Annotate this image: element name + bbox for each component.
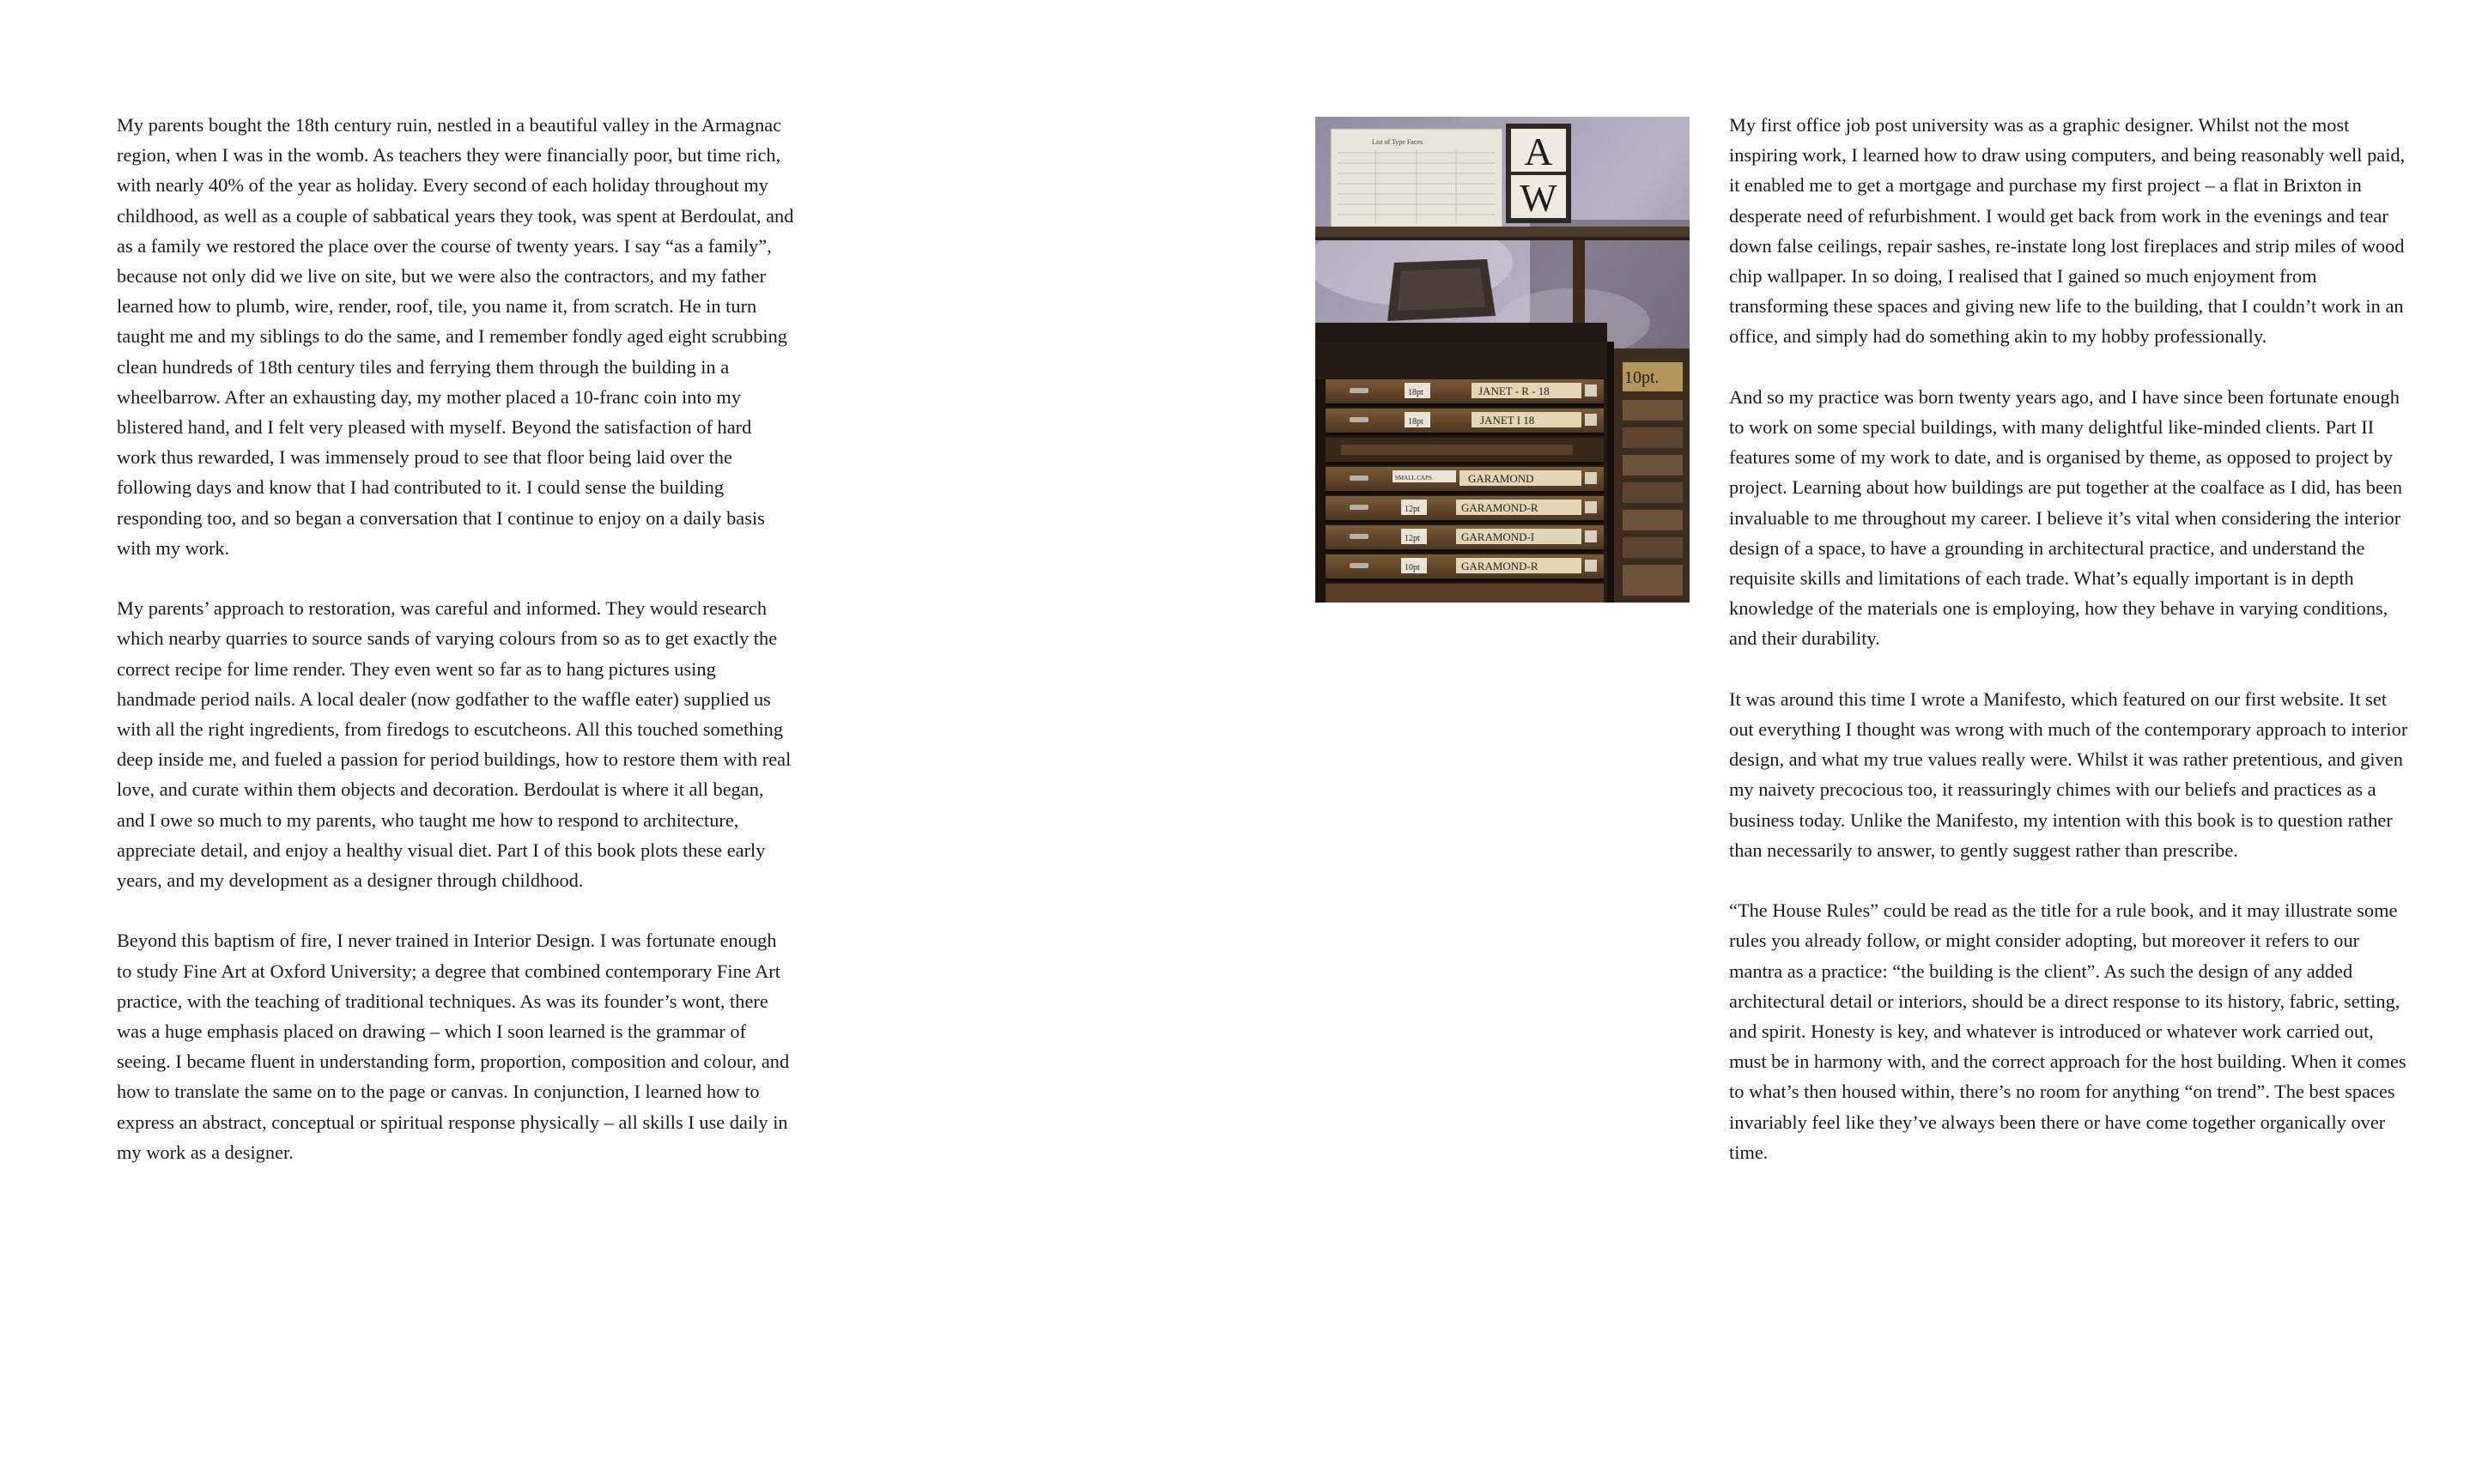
drawer-0-size: 18pt	[1408, 388, 1423, 397]
sheet-heading: List of Type Faces	[1372, 138, 1423, 146]
type-case-photograph	[1315, 117, 1690, 603]
drawer-5-name: GARAMOND-I	[1461, 530, 1535, 543]
paragraph: My first office job post university was as a graphic designer. Whilst not the most inspiring work, I learned how to draw using computers, and being reasonably well paid, it enabled me to get a mortgage and purchase my first project – a flat in Brixton in desperate need of refurbishment. I would get back from work in the evenings and tear down false ceilings, repair sashes, re-instate long lost fireplaces and strip miles of wood chip wallpaper. In so doing, I realised that I gained so much enjoyment from transforming these spaces and giving new life to the building, that I couldn’t work in an office, and simply had do something akin to my hobby professionally.	[1729, 114, 2406, 348]
drawer-4-name: GARAMOND-R	[1461, 501, 1538, 514]
right-text-column	[1729, 110, 2416, 1197]
drawer-3-name: GARAMOND	[1468, 472, 1534, 485]
paragraph: My parents’ approach to restoration, was careful and informed. They would research which nearby quarries to source sands of varying colours from so as to get exactly the correct recipe for lime render. They even went so far as to hang pictures using handmade period nails. A local dealer (now godfather to the waffle eater) supplied us with all the right ingredients, from firedogs to escutcheons. All this touched something deep inside me, and fueled a passion for period buildings, how to restore them with real love, and curate within them objects and decoration. Berdoulat is where it all began, and I owe so much to my parents, who taught me how to respond to architecture, appreciate detail, and enjoy a healthy visual diet. Part I of this book plots these early years, and my development as a designer through childhood.	[117, 597, 792, 892]
wall-shelf	[1315, 227, 1690, 237]
drawer-1-name: JANET I 18	[1480, 414, 1535, 427]
drawer-3-size: SMALL CAPS	[1395, 475, 1432, 482]
drawer-2	[1315, 438, 1604, 465]
drawer-4-size: 12pt	[1405, 505, 1420, 514]
drawer-6-name: GARAMOND-R	[1461, 560, 1538, 572]
drawer-6-size: 10pt	[1405, 563, 1420, 572]
photo-illustration	[1315, 117, 1690, 603]
paragraph: Beyond this baptism of fire, I never trained in Interior Design. I was fortunate enough to study Fine Art at Oxford University; a degree that combined contemporary Fine Art practice, with the teaching of traditional techniques. As was its founder’s wont, there was a huge emphasis placed on drawing – which I soon learned is the grammar of seeing. I became fluent in understanding form, proportion, composition and colour, and how to translate the same on to the page or canvas. In conjunction, I learned how to express an abstract, conceptual or spiritual response physically – all skills I use daily in my work as a designer.	[117, 930, 790, 1163]
cabinet-top	[1315, 323, 1607, 342]
side-label: 10pt.	[1624, 368, 1660, 387]
paragraph: My parents bought the 18th century ruin, nestled in a beautiful valley in the Armagnac region, when I was in the womb. As teachers they were financially poor, but time rich, with nearly 40% of the year as holiday. Every second of each holiday throughout my childhood, as well as a couple of sabbatical years they took, was spent at Berdoulat, and as a family we restored the place over the course of twenty years. I say “as a family”, because not only did we live on site, but we were also the contractors, and my father learned how to plumb, wire, render, roof, tile, you name it, from scratch. He in turn taught me and my siblings to do the same, and I remember fondly aged eight scrubbing clean hundreds of 18th century tiles and ferrying them through the building in a wheelbarrow. After an exhausting day, my mother placed a 10-franc coin into my blistered hand, and I felt very pleased with myself. Beyond the satisfaction of hard work thus rewarded, I was immensely proud to see that floor being laid over the following days and know that I had contributed to it. I could sense the building responding too, and so began a conversation that I continue to enjoy on a daily basis with my work.	[117, 114, 794, 559]
drawer-1-size: 18pt	[1408, 417, 1423, 427]
paragraph: And so my practice was born twenty years ago, and I have since been fortunate enough to work on some special buildings, with many delightful like-minded clients. Part II features some of my work to date, and is organised by theme, as opposed to project by project. Learning about how buildings are put together at the coalface as I did, has been invaluable to me throughout my career. I believe it’s vital when considering the interior design of a space, to have a grounding in architectural practice, and understand the requisite skills and limitations of each trade. What’s equally important is in depth knowledge of the materials one is employing, how they behave in varying conditions, and their durability.	[1729, 385, 2403, 650]
left-text-column	[117, 110, 795, 1197]
drawer-5-size: 12pt	[1405, 534, 1420, 543]
paragraph: It was around this time I wrote a Manifesto, which featured on our first website. It set out everything I thought was wrong with much of the contemporary approach to interior design, and what my true values really were. Whilst it was rather pretentious, and given my naivety precocious too, it reassuringly chimes with our beliefs and practices as a business today. Unlike the Manifesto, my intention with this book is to question rather than necessarily to answer, to gently suggest rather than prescribe.	[1729, 687, 2408, 861]
sign-letter-w: W	[1520, 176, 1557, 220]
drawer-0-name: JANET - R - 18	[1478, 385, 1550, 397]
paragraph: “The House Rules” could be read as the title for a rule book, and it may illustrate some rules you already follow, or might consider adopting, but moreover it refers to our mantra as a practice: “the building is the client”. As such the design of any added architectural detail or interiors, should be a direct response to its history, fabric, setting, and spirit. Honesty is key, and whatever is introduced or whatever work carried out, must be in harmony with, and the correct approach for the host building. When it comes to what’s then housed within, there’s no room for anything “on trend”. The best spaces invariably feel like they’ve always been there or have come together organically over time.	[1729, 899, 2406, 1163]
sign-letter-a: A	[1524, 130, 1553, 173]
